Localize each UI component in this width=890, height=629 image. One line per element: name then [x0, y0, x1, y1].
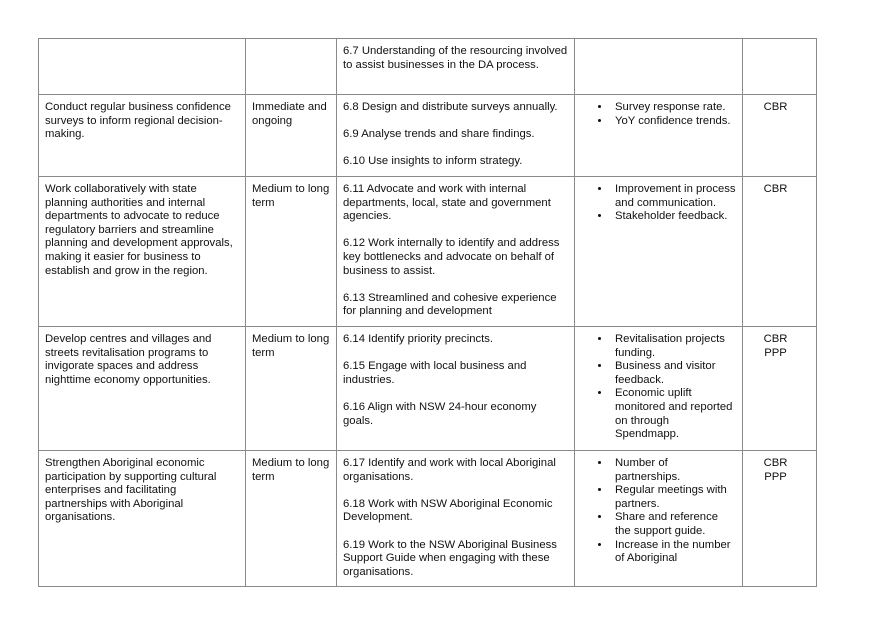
- actions-cell: [337, 39, 575, 95]
- actions-cell: [337, 451, 575, 587]
- measure-item: • Survey response rate.: [611, 101, 736, 115]
- action-item: 6.7 Understanding of the resourcing involved to assist businesses in the DA process.: [343, 45, 568, 71]
- measure-item: • Increase in the number of Aboriginal: [611, 539, 736, 566]
- lead-cell: [743, 327, 817, 451]
- timeframe-cell: [246, 95, 337, 177]
- measures-list: [581, 457, 736, 566]
- timeframe-cell: [246, 327, 337, 451]
- measure-item: • Number of partnerships.: [611, 457, 736, 484]
- lead-cell: [743, 451, 817, 587]
- objective-cell: [39, 95, 246, 177]
- measure-item: • Business and visitor feedback.: [611, 360, 736, 387]
- measures-cell: [575, 177, 743, 327]
- action-item: 6.11 Advocate and work with internal departments, local, state and government agencies.: [343, 183, 551, 223]
- actions-cell: [337, 177, 575, 327]
- action-plan-table: [38, 38, 817, 587]
- objective-cell: [39, 327, 246, 451]
- action-item: 6.17 Identify and work with local Aboriginal organisations.: [343, 457, 556, 483]
- action-item: 6.10 Use insights to inform strategy.: [343, 155, 523, 168]
- measures-list: [581, 333, 736, 442]
- objective-cell: [39, 39, 246, 95]
- lead-code: CBR: [763, 183, 788, 195]
- objective-text: Strengthen Aboriginal economic participation by supporting cultural enterprises and facilitating partnerships with Aboriginal organisations.: [45, 457, 217, 524]
- lead-code: PPP: [764, 346, 787, 359]
- action-item: 6.15 Engage with local business and industries.: [343, 360, 527, 386]
- lead-cell: [743, 177, 817, 327]
- action-item: 6.13 Streamlined and cohesive experience for planning and development: [343, 291, 557, 318]
- action-item: 6.16 Align with NSW 24-hour economy goals.: [343, 400, 537, 427]
- measure-item: • Stakeholder feedback.: [611, 210, 736, 224]
- measures-cell: [575, 39, 743, 95]
- lead-cell: [743, 95, 817, 177]
- lead-cell: [743, 39, 817, 95]
- objective-cell: [39, 177, 246, 327]
- timeframe-text: Medium to long term: [252, 457, 330, 483]
- measure-item: • Regular meetings with partners.: [611, 484, 736, 511]
- timeframe-text: Immediate and ongoing: [252, 101, 327, 127]
- action-item: 6.14 Identify priority precincts.: [343, 333, 494, 345]
- measures-cell: [575, 327, 743, 451]
- timeframe-text: Medium to long term: [252, 183, 330, 209]
- timeframe-cell: [246, 177, 337, 327]
- table-row: [39, 95, 817, 177]
- timeframe-text: Medium to long term: [252, 333, 330, 359]
- table-row: [39, 451, 817, 587]
- table-row: [39, 327, 817, 451]
- measure-item: • Economic uplift monitored and reported on through Spendmapp.: [611, 387, 736, 441]
- lead-code: CBR: [763, 333, 788, 345]
- timeframe-cell: [246, 451, 337, 587]
- lead-code: PPP: [764, 470, 787, 483]
- table-row: [39, 39, 817, 95]
- action-plan-body: [39, 39, 817, 587]
- lead-code: CBR: [763, 457, 788, 469]
- measure-item: • Share and reference the support guide.: [611, 511, 736, 538]
- action-item: 6.19 Work to the NSW Aboriginal Business Support Guide when engaging with these organisations.: [343, 538, 557, 578]
- measures-list: [581, 183, 736, 224]
- timeframe-cell: [246, 39, 337, 95]
- measures-cell: [575, 95, 743, 177]
- measure-item: • Revitalisation projects funding.: [611, 333, 736, 360]
- objective-cell: [39, 451, 246, 587]
- measures-cell: [575, 451, 743, 587]
- action-item: 6.8 Design and distribute surveys annually.: [343, 101, 558, 113]
- objective-text: Develop centres and villages and streets revitalisation programs to invigorate spaces and address nighttime economy opportunities.: [45, 333, 212, 386]
- measure-item: • YoY confidence trends.: [611, 115, 736, 129]
- table-row: [39, 177, 817, 327]
- objective-text: Work collaboratively with state planning authorities and internal departments to advocate to reduce regulatory barriers and streamline planning and development approvals, making it easier for business to establish and grow in the region.: [45, 183, 233, 277]
- action-item: 6.18 Work with NSW Aboriginal Economic Development.: [343, 497, 553, 524]
- measure-item: • Improvement in process and communication.: [611, 183, 736, 210]
- actions-cell: [337, 327, 575, 451]
- lead-code: CBR: [763, 101, 788, 113]
- action-item: 6.9 Analyse trends and share findings.: [343, 128, 535, 141]
- measures-list: [581, 101, 736, 128]
- objective-text: Conduct regular business confidence surveys to inform regional decision-making.: [45, 101, 231, 141]
- action-item: 6.12 Work internally to identify and address key bottlenecks and advocate on behalf of business to assist.: [343, 237, 560, 277]
- actions-cell: [337, 95, 575, 177]
